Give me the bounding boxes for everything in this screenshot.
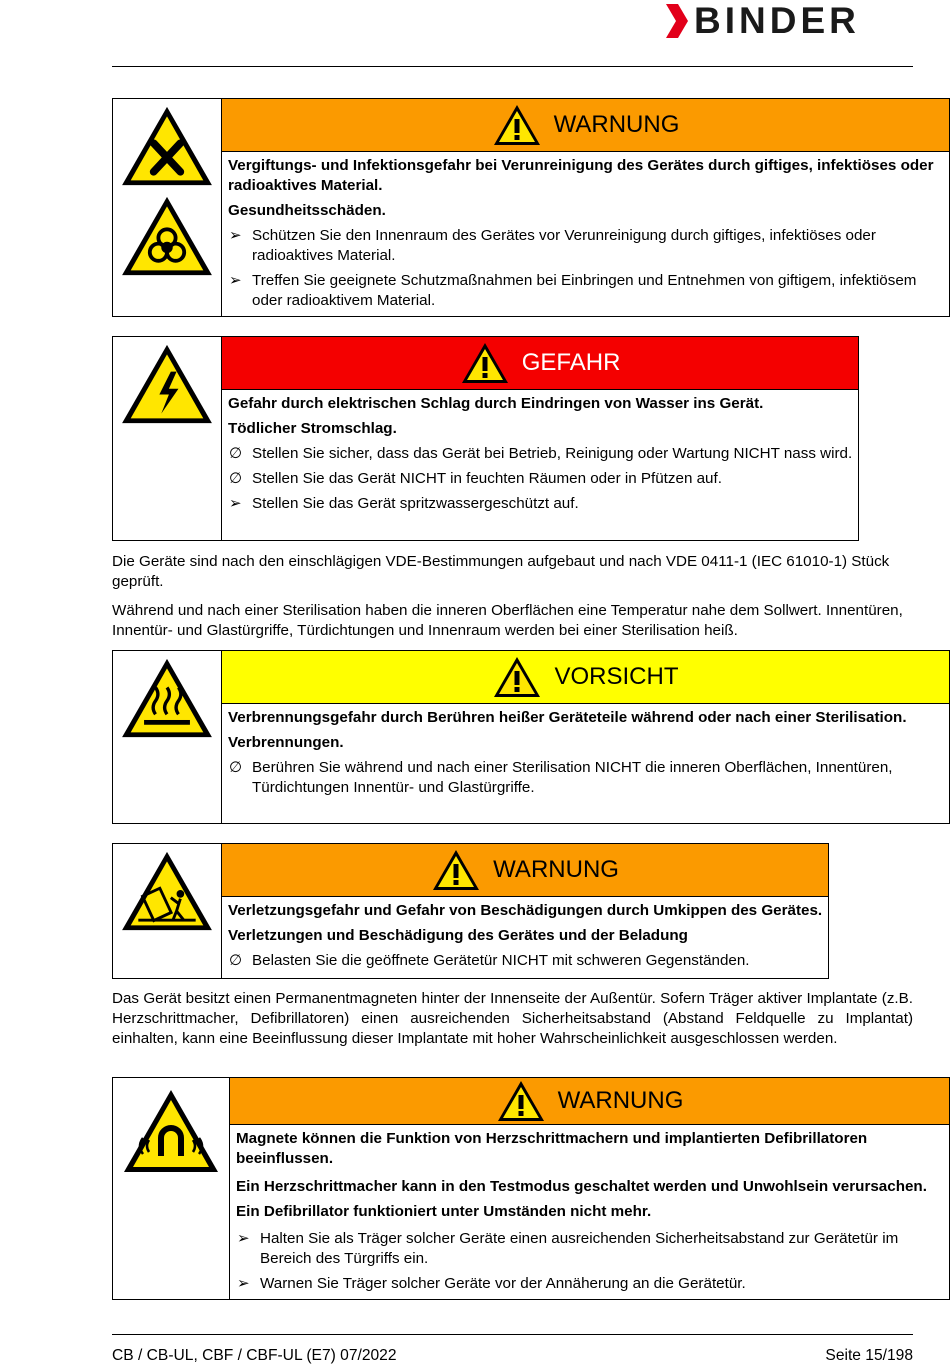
item-text: Stellen Sie das Gerät NICHT in feuchten Räumen oder in Pfützen auf. xyxy=(252,470,722,487)
warning-triangle-icon xyxy=(496,1079,546,1123)
icon-cell xyxy=(113,99,222,316)
list-item xyxy=(236,1229,943,1269)
sterilisation-paragraph: Während und nach einer Sterilisation haben die inneren Oberflächen eine Temperatur nahe dem Sollwert. Innentüren, Innentür- und Glastürgriffe, Türdichtungen und Innenraum werden bei einer Sterilisation heiß. xyxy=(112,602,903,639)
magnetic-field-icon xyxy=(121,1086,221,1176)
binder-logo xyxy=(664,2,860,40)
hazard-title: Vergiftungs- und Infektionsgefahr bei Verunreinigung des Gerätes durch giftiges, infektiöses oder radioaktives Material. xyxy=(228,157,934,194)
icon-cell xyxy=(113,844,222,978)
prohibition-icon: ∅ xyxy=(229,759,243,776)
bullet-arrow-icon: ➢ xyxy=(229,495,242,512)
icon-cell xyxy=(113,651,222,823)
signal-word-header xyxy=(222,651,949,704)
bullet-arrow-icon: ➢ xyxy=(229,272,242,289)
page-number: Seite 15/198 xyxy=(825,1347,913,1364)
bullet-arrow-icon: ➢ xyxy=(237,1275,250,1292)
measure-list xyxy=(228,758,943,798)
box-content xyxy=(222,337,858,540)
signal-word-header xyxy=(222,337,858,390)
list-item xyxy=(228,758,943,798)
box-content xyxy=(222,844,828,978)
hazard-title: Magnete können die Funktion von Herzschrittmachern und implantierten Defibrillatoren beeinflussen. xyxy=(236,1130,868,1167)
binder-logo-icon xyxy=(664,2,690,40)
item-text: Warnen Sie Träger solcher Geräte vor der Annäherung an die Gerätetür. xyxy=(260,1275,746,1292)
danger-box-electric xyxy=(112,336,859,541)
warning-body xyxy=(230,1125,949,1299)
prohibition-icon: ∅ xyxy=(229,445,243,462)
warning-triangle-icon xyxy=(492,103,542,147)
hazard-consequence: Ein Herzschrittmacher kann in den Testmodus geschaltet werden und Unwohlsein verursachen. Ein Defibrillator funktioniert unter Umständen nicht mehr. xyxy=(236,1178,927,1220)
item-text: Schützen Sie den Innenraum des Gerätes vor Verunreinigung durch giftiges, infektiöses oder radioaktives Material. xyxy=(252,227,876,264)
bullet-arrow-icon: ➢ xyxy=(237,1230,250,1247)
item-text: Stellen Sie das Gerät spritzwassergeschützt auf. xyxy=(252,495,579,512)
magnet-paragraph: Das Gerät besitzt einen Permanentmagneten hinter der Innenseite der Außentür. Sofern Träger aktiver Implantate (z.B. Herzschrittmacher, Defibrillatoren) einen ausreichenden Sicherheitsabstand (Abstand Feldquelle zu Implantat) einhalten, kann eine Beeinflussung dieser Implantate mit hoher Wahrscheinlichkeit ausgeschlossen werden. xyxy=(112,990,913,1047)
list-item xyxy=(236,1274,943,1294)
hazard-title: Verletzungsgefahr und Gefahr von Beschädigungen durch Umkippen des Gerätes. xyxy=(228,902,823,919)
signal-word-header xyxy=(222,99,949,152)
page-footer xyxy=(112,1347,913,1365)
header-rule xyxy=(112,66,913,67)
hazard-title: Gefahr durch elektrischen Schlag durch Eindringen von Wasser ins Gerät. xyxy=(228,395,764,412)
item-text: Treffen Sie geeignete Schutzmaßnahmen bei Einbringen und Entnehmen von giftigem, infektiösem oder radioaktivem Material. xyxy=(252,272,917,309)
list-item xyxy=(228,494,852,514)
signal-word: GEFAHR xyxy=(521,349,621,376)
model-info: CB / CB-UL, CBF / CBF-UL (E7) 07/2022 xyxy=(112,1347,397,1364)
warning-body xyxy=(222,390,858,519)
biohazard-icon xyxy=(119,193,215,279)
prohibition-icon: ∅ xyxy=(229,952,243,969)
electric-shock-icon xyxy=(119,341,215,427)
hazard-consequence: Verbrennungen. xyxy=(228,734,344,751)
list-item xyxy=(228,444,852,464)
list-item xyxy=(228,226,943,266)
bullet-arrow-icon: ➢ xyxy=(229,227,242,244)
box-content xyxy=(222,651,949,823)
item-text: Stellen Sie sicher, dass das Gerät bei Betrieb, Reinigung oder Wartung NICHT nass wird. xyxy=(252,445,853,462)
logo-text: BINDER xyxy=(694,0,860,41)
warning-triangle-icon xyxy=(460,341,510,385)
warning-body xyxy=(222,704,949,803)
warning-triangle-icon xyxy=(431,848,481,892)
measure-list xyxy=(228,444,852,514)
hazard-consequence: Verletzungen und Beschädigung des Gerätes und der Beladung xyxy=(228,927,688,944)
item-text: Berühren Sie während und nach einer Sterilisation NICHT die inneren Oberflächen, Innentüren, Türdichtungen Innentür- und Glastürgriffe. xyxy=(252,759,893,796)
list-item xyxy=(228,951,822,971)
measure-list xyxy=(228,226,943,311)
item-text: Belasten Sie die geöffnete Gerätetür NICHT mit schweren Gegenständen. xyxy=(252,952,750,969)
footer-rule xyxy=(112,1334,913,1335)
warning-box-magnet xyxy=(112,1077,950,1300)
hazard-consequence: Gesundheitsschäden. xyxy=(228,202,386,219)
warning-body xyxy=(222,152,949,316)
toxic-hazard-icon xyxy=(119,103,215,189)
measure-list xyxy=(228,951,822,971)
signal-word-header xyxy=(222,844,828,897)
signal-word: WARNUNG xyxy=(557,1087,684,1114)
hot-surface-icon xyxy=(119,655,215,741)
hazard-title: Verbrennungsgefahr durch Berühren heißer Geräteteile während oder nach einer Sterilisation. xyxy=(228,709,907,726)
list-item xyxy=(228,469,852,489)
icon-cell xyxy=(113,337,222,540)
list-item xyxy=(228,271,943,311)
warning-triangle-icon xyxy=(492,655,542,699)
warning-body xyxy=(222,897,828,976)
warning-box-contamination xyxy=(112,98,950,317)
tipping-hazard-icon xyxy=(119,848,215,934)
measure-list xyxy=(236,1229,943,1294)
signal-word: WARNUNG xyxy=(553,111,680,138)
caution-box-burn xyxy=(112,650,950,824)
vde-paragraph: Die Geräte sind nach den einschlägigen VDE-Bestimmungen aufgebaut und nach VDE 0411-1 (IEC 61010-1) Stück geprüft. xyxy=(112,553,890,590)
prohibition-icon: ∅ xyxy=(229,470,243,487)
signal-word-header xyxy=(230,1078,949,1125)
signal-word: WARNUNG xyxy=(493,856,619,883)
warning-box-tipping xyxy=(112,843,829,979)
icon-cell xyxy=(113,1078,230,1299)
box-content xyxy=(222,99,949,316)
item-text: Halten Sie als Träger solcher Geräte einen ausreichenden Sicherheitsabstand zur Gerätetür im Bereich des Türgriffs ein. xyxy=(260,1230,899,1267)
box-content xyxy=(230,1078,949,1299)
signal-word: VORSICHT xyxy=(554,663,679,690)
hazard-consequence: Tödlicher Stromschlag. xyxy=(228,420,397,437)
